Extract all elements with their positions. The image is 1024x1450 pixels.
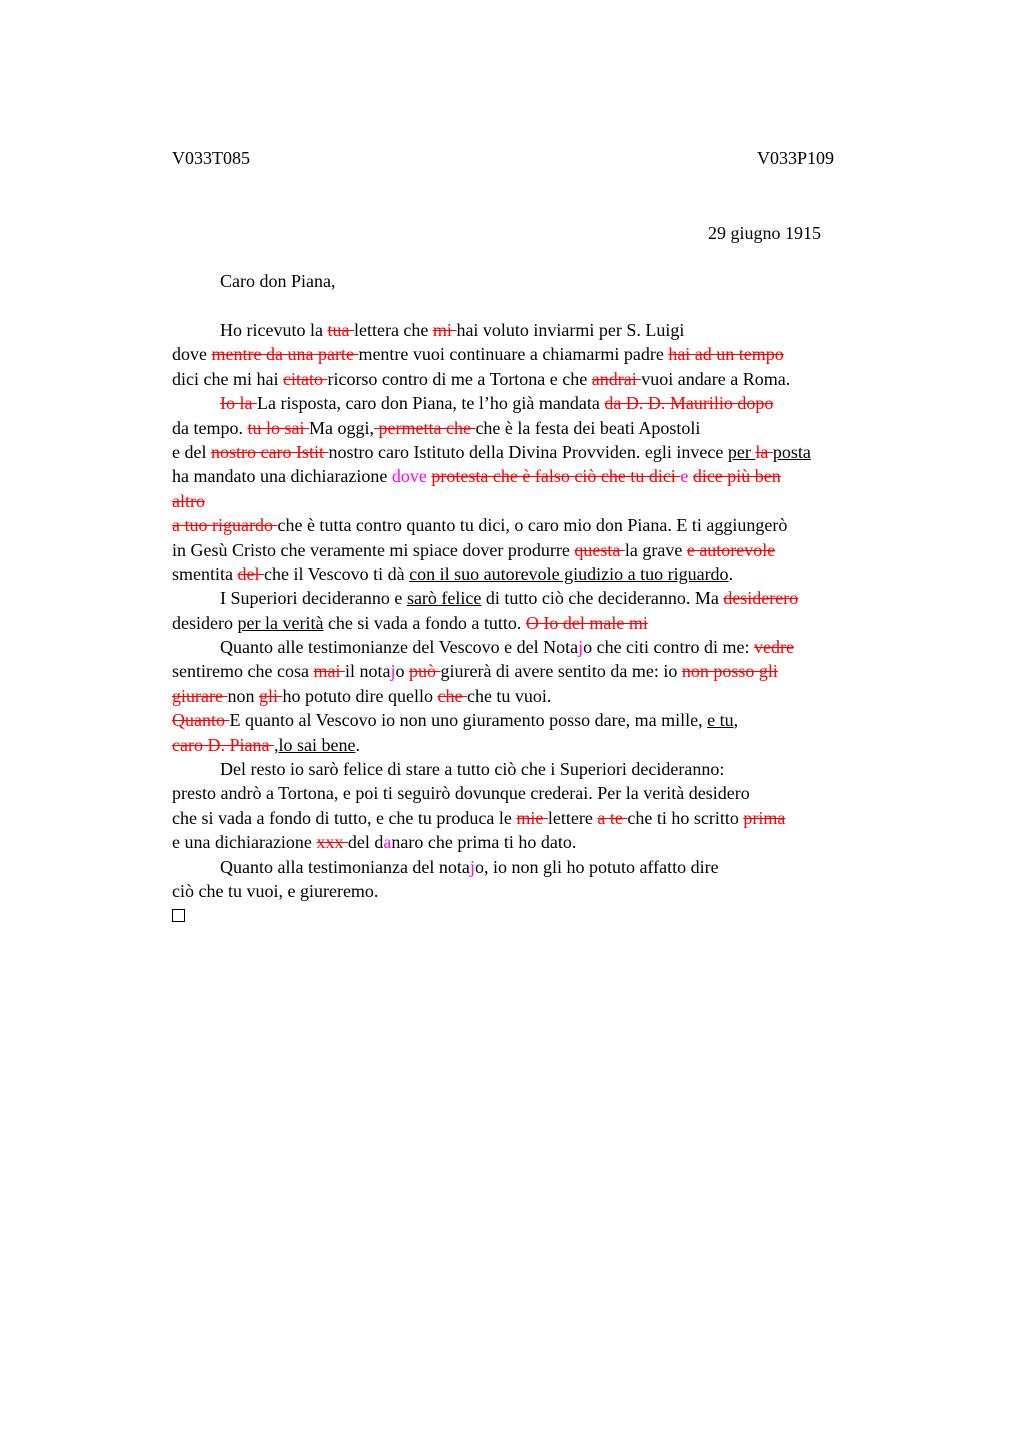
deleted-text: tu lo sai [247, 417, 309, 438]
text-segment: lettere [547, 807, 598, 828]
letter-line [172, 367, 932, 391]
letter-line [172, 611, 932, 635]
letter-line [172, 781, 932, 805]
text-segment: La risposta, caro don Piana, te l’ho già mandata [256, 393, 605, 414]
text-segment: o, io non gli ho potuto affatto dire [474, 856, 719, 877]
inserted-text: j [578, 637, 584, 658]
text-segment: presto andrò a Tortona, e poi ti seguirò dovunque crederai. Per la verità desidero [172, 783, 750, 804]
text-segment: Ma oggi, [308, 417, 374, 438]
underlined-text: e tu [707, 710, 734, 731]
deleted-text: xxx [316, 832, 348, 853]
deleted-text: desiderero [723, 588, 799, 609]
text-segment: desidero [172, 612, 238, 633]
text-segment: Quanto alla testimonianza del nota [220, 856, 470, 877]
end-marker-line [172, 903, 932, 927]
text-segment: dove [172, 344, 212, 365]
text-segment: che si vada a fondo di tutto, e che tu produca le [172, 807, 517, 828]
deleted-text: prima [743, 807, 786, 828]
deleted-text: giurare [172, 685, 228, 706]
deleted-text: hai ad un tempo [668, 344, 784, 365]
text-segment: vuoi andare a Roma. [641, 368, 791, 389]
text-segment: ciò che tu vuoi, e giureremo. [172, 880, 379, 901]
text-segment: ha mandato una dichiarazione [172, 466, 392, 487]
letter-line [172, 879, 932, 903]
deleted-text: caro D. Piana [172, 734, 274, 755]
inserted-text: j [469, 856, 475, 877]
text-segment: Del resto io sarò felice di stare a tutto ciò che i Superiori decideranno: [220, 759, 725, 780]
text-segment: non [227, 685, 259, 706]
deleted-text: del [237, 563, 264, 584]
deleted-text: Quanto [172, 710, 230, 731]
deleted-text: da D. D. Maurilio dopo [604, 393, 774, 414]
letter-line [172, 391, 932, 415]
text-segment: sentiremo che cosa [172, 661, 314, 682]
deleted-text: a tuo riguardo [172, 515, 278, 536]
text-segment: di tutto ciò che decideranno. Ma [481, 588, 724, 609]
letter-line [172, 318, 932, 342]
text-segment: che è la festa dei beati Apostoli [475, 417, 701, 438]
letter-line [172, 659, 932, 683]
checkbox-square-icon [172, 909, 185, 922]
text-segment: il nota [344, 661, 391, 682]
text-segment: hai voluto inviarmi per S. Luigi [456, 320, 685, 340]
text-segment: , [273, 734, 279, 755]
deleted-text: nostro caro Istit [210, 441, 329, 462]
letter-line [172, 489, 932, 513]
letter-line [172, 635, 932, 659]
inserted-text: j [390, 661, 396, 682]
letter-line [172, 733, 932, 757]
text-segment: , [733, 710, 739, 731]
deleted-text: non posso gli [681, 661, 778, 682]
underlined-text: lo sai bene [278, 734, 356, 755]
text-segment: dici che mi hai [172, 368, 283, 389]
letter-line [172, 708, 932, 732]
letter-salutation: Caro don Piana, [220, 271, 336, 291]
deleted-text: che [437, 685, 467, 706]
letter-line [172, 538, 932, 562]
text-segment: ricorso contro di me a Tortona e che [327, 368, 592, 389]
deleted-text: vedre [754, 637, 795, 658]
deleted-text: altro [172, 490, 205, 511]
text-segment: Quanto alle testimonianze del Vescovo e del Nota [220, 637, 579, 658]
text-segment: che è tutta contro quanto tu dici, o caro mio don Piana. E ti aggiungerò [277, 515, 788, 536]
text-segment: che tu vuoi. [466, 685, 552, 706]
inserted-text: a [383, 832, 392, 853]
text-segment: e una dichiarazione [172, 832, 317, 853]
letter-date: 29 giugno 1915 [708, 223, 822, 243]
letter-line [172, 464, 932, 488]
underlined-text: per la verità [237, 612, 324, 633]
letter-line [172, 342, 932, 366]
inserted-text: dove [391, 466, 432, 487]
text-segment: ho potuto dire quello [282, 685, 438, 706]
text-segment: naro che prima ti ho dato. [391, 832, 577, 853]
underlined-text: posta [772, 441, 811, 462]
text-segment: I Superiori decideranno e [220, 588, 407, 609]
underlined-text: con il suo autorevole giudizio a tuo riguardo [409, 563, 729, 584]
deleted-text: mai [313, 661, 345, 682]
deleted-text: gli [258, 685, 283, 706]
text-segment: e del [172, 441, 211, 462]
text-segment: o che citi contro di me: [583, 637, 755, 658]
text-segment: che ti ho scritto [627, 807, 744, 828]
deleted-text: mie [516, 807, 548, 828]
letter-body [172, 318, 932, 928]
letter-line [172, 562, 932, 586]
deleted-text: dice più ben [692, 466, 781, 487]
letter-line [172, 855, 932, 879]
text-segment: del d [347, 832, 384, 853]
text-segment: lettera che [353, 320, 433, 340]
deleted-text: e autorevole [686, 539, 776, 560]
inserted-text: e [680, 466, 693, 487]
text-segment: che si vada a fondo a tutto. [323, 612, 526, 633]
deleted-text: tua [327, 320, 354, 340]
underlined-text: sarò felice [406, 588, 482, 609]
deleted-text: permetta che [373, 417, 476, 438]
letter-line [172, 757, 932, 781]
deleted-text: a te [597, 807, 628, 828]
text-segment: da tempo. [172, 417, 248, 438]
deleted-text: protesta che è falso ciò che tu dici [431, 466, 681, 487]
letter-line [172, 416, 932, 440]
text-segment: . [355, 734, 360, 755]
letter-line [172, 513, 932, 537]
deleted-text: questa [574, 539, 625, 560]
text-segment: Ho ricevuto la [220, 320, 328, 340]
deleted-text: mi [432, 320, 457, 340]
letter-line [172, 830, 932, 854]
letter-line [172, 440, 932, 464]
text-segment: la grave [624, 539, 687, 560]
deleted-text: Io la [220, 393, 257, 414]
deleted-text: la [755, 441, 773, 462]
letter-line [172, 684, 932, 708]
text-segment: . [728, 563, 734, 584]
text-segment: mentre vuoi continuare a chiamarmi padre [358, 344, 669, 365]
deleted-text: mentre da una parte [211, 344, 359, 365]
deleted-text: può [408, 661, 441, 682]
text-segment: E quanto al Vescovo io non uno giuramento posso dare, ma mille, [229, 710, 708, 731]
letter-line [172, 806, 932, 830]
text-segment: in Gesù Cristo che veramente mi spiace dover produrre [172, 539, 575, 560]
text-segment: giurerà di avere sentito da me: io [440, 661, 682, 682]
text-segment: che il Vescovo ti dà [264, 563, 410, 584]
text-segment: o [395, 661, 409, 682]
underlined-text: per [727, 441, 756, 462]
text-segment: smentita [172, 563, 238, 584]
text-segment: nostro caro Istituto della Divina Provviden. egli invece [328, 441, 728, 462]
deleted-text: andrai [591, 368, 642, 389]
deleted-text: citato [282, 368, 328, 389]
document-code-right: V033P109 [757, 148, 835, 168]
letter-line [172, 586, 932, 610]
deleted-text: O Io del male mi [525, 612, 648, 633]
document-code-left: V033T085 [172, 148, 250, 168]
